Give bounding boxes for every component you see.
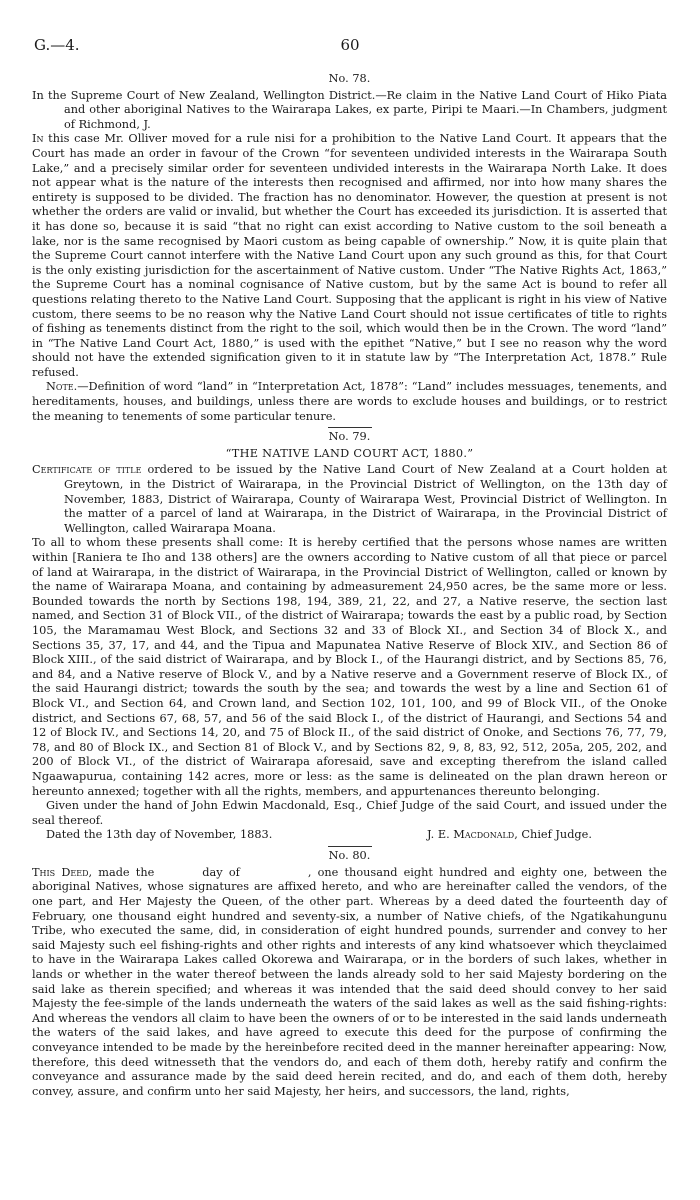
note-lead: Note.: [46, 380, 78, 394]
certificate-heading: [32, 463, 667, 536]
signatory-title: , Chief Judge.: [514, 828, 592, 842]
section-number: No. 79.: [328, 430, 371, 444]
deed-lead: This Deed: [32, 865, 89, 879]
certificate-lead: Certificate of title: [32, 463, 142, 477]
given-under-hand: Given under the hand of John Edwin Macdonald, Esq., Chief Judge of the said Court, and issued under the seal thereof.: [32, 799, 667, 827]
certificate-body: To all to whom these presents shall come: It is hereby certified that the persons whose names are written within [Raniera te Iho and 138 others] are the owners according to Native custom of all that piece or parcel of land at Wairarapa, in the district of Wairarapa, in the Provincial District of Wellington, called or known by the name of Wairarapa Moana, and containing by admeasurement 24,950 acres, be the same more or less. Bounded towards the north by Sections 198, 194, 389, 21, 22, and 27, a Native reserve, the section last named, and Section 31 of Block VII., of the district of Wairarapa; towards the east by a public road, by Section 105, the Maramamau West Block, and Sections 32 and 33 of Block XI., and Section 34 of Block X., and Sections 35, 37, 17, and 44, and the Tipua and Mapunatea Native Reserve of Block XIV., and Section 86 of Block XIII., of the said district of Wairarapa, and by Block I., of the Haurangi district, and by Sections 85, 76, and 84, and a Native reserve of Block V., and by a Native reserve and a Government reserve of Block IX., of the said Haurangi district; towards the south by the sea; and towards the west by a line and Section 61 of Block VI., and Section 64, and Crown land, and Section 102, 101, 100, and 99 of Block VII., of the Onoke district, and Sections 67, 68, 57, and 56 of the said Block I., of the district of Haurangi, and Sections 54 and 12 of Block IV., and Sections 14, 20, and 75 of Block II., of the said district of Onoke, and Sections 76, 77, 79, 78, and 80 of Block IX., and Section 81 of Block V., and by Sections 82, 9, 8, 83, 92, 512, 205a, 205, 202, and 200 of Block VI., of the district of Wairarapa aforesaid, save and excepting therefrom the island called Ngaawapurua, containing 142 acres, more or less: as the same is delineated on the plan drawn hereon or hereunto annexed; together with all the rights, members, and appurtenances thereunto belonging.: [32, 536, 667, 798]
judgment-body: this case Mr. Olliver moved for a rule nisi for a prohibition to the Native Land Court. It appears that the Court has made an order in favour of the Crown “for seventeen undivided interests in the Wairarapa South Lake,” and a precisely similar order for seventeen undivided interests in the Wairarapa North Lake. It does not appear what is the nature of the interests then recognised and affirmed, nor into how many shares the entirety is supposed to be divided. The fraction has no denominator. However, the question at present is not whether the orders are valid or invalid, but whether the Court has exceeded its jurisdiction. It is asserted that it has done so, because it is said “that no right can exist according to Native custom to the soil beneath a lake, nor is the same recognised by Maori custom as being capable of ownership.” Now, it is quite plain that the Supreme Court cannot interfere with the Native Land Court upon any such ground as this, for that Court is the only existing jurisdiction for the ascertainment of Native custom. Under “The Native Rights Act, 1863,” the Supreme Court has a nominal cognisance of Native custom, but by the same Act is bound to refer all questions relating thereto to the Native Land Court. Supposing that the applicant is right in his view of Native custom, there seems to be no reason why the Native Land Court should not issue certificates of title to rights of fishing as tenements distinct from the right to the soil, which would then be in the Crown. The word “land” in “The Native Land Court Act, 1880,” is used with the epithet “Native,” but I see no reason why the word should not have the extended signification given to it in statute law by “The Interpretation Act, 1878.” Rule refused.: [32, 132, 667, 379]
signature-line: [427, 828, 592, 843]
page-header: [34, 36, 666, 58]
section-no-79: [32, 430, 667, 843]
deed-part-2: day of: [202, 865, 240, 879]
section-divider: [328, 427, 372, 428]
judgment-text: [32, 132, 667, 380]
certificate-heading-text: ordered to be issued by the Native Land Court of New Zealand at a Court holden at Greytown, in the District of Wairarapa, in the Provincial District of Wellington, on the 13th day of November, 1883, District of Wairarapa, County of Wairarapa West, Provincial District of Wellington. In the matter of a parcel of land at Wairarapa, in the District of Wairarapa, in the Provincial District of Wellington, called Wairarapa Moana.: [64, 463, 667, 535]
document-body: [32, 72, 667, 1099]
note-body: —Definition of word “land” in “Interpretation Act, 1878”: “Land” includes messuages, tenements, and hereditaments, houses, and buildings, unless there are words to exclude houses and buildings, or to restrict the meaning to tenements of some particular tenure.: [32, 380, 667, 423]
section-number: No. 78.: [328, 72, 371, 85]
deed-part-1: , made the: [88, 865, 155, 879]
page-number: 60: [340, 36, 360, 54]
section-no-80: [32, 849, 667, 1099]
act-title: “THE NATIVE LAND COURT ACT, 1880.”: [225, 446, 474, 460]
signatory-name: J. E. Macdonald: [427, 828, 515, 842]
date-text: Dated the 13th day of November, 1883.: [46, 828, 273, 842]
section-divider: [328, 846, 372, 847]
section-no-78: [32, 72, 667, 424]
deed-part-3: , one thousand eight hundred and eighty one, between the aboriginal Natives, whose signatures are affixed hereto, and who are hereinafter called the vendors, of the one part, and Her Majesty the Queen, of the other part. Whereas by a deed dated the fourteenth day of February, one thousand eight hundred and seventy-six, a number of Native chiefs, of the Ngatikahungunu Tribe, who executed the same, did, in consideration of eight hundred pounds, surrender and convey to her said Majesty such eel fishing-rights and other rights and interests of any kind whatsoever which theyclaimed to have in the Wairarapa Lakes called Okorewa and Wairarapa, or in the borders of such lakes, whether in lands or whether in the water thereof between the lands already sold to her said Majesty bordering on the said lake as therein specified; and whereas it was intended that the said deed should convey to her said Majesty the fee-simple of the lands underneath the waters of the said lakes as well as the said fishing-rights: And whereas the vendors all claim to have been the owners of or to be interested in the said lands underneath the waters of the said lakes, and have agreed to execute this deed for the purpose of confirming the conveyance intended to be made by the hereinbefore recited deed in the manner hereinafter appearing: Now, therefore, this deed witnesseth that the vendors do, and each of them doth, hereby ratify and confirm the conveyance and assurance made by the said deed herein recited, and do, and each of them doth, hereby convey, assure, and confirm unto her said Majesty, her heirs, and successors, the land, rights,: [32, 865, 667, 1098]
judgment-lead: In: [32, 132, 44, 146]
section-number: No. 80.: [328, 849, 371, 863]
note-paragraph: [32, 380, 667, 424]
document-reference: G.—4.: [34, 36, 80, 54]
dated-line: [32, 828, 667, 843]
case-title: In the Supreme Court of New Zealand, Wellington District.—Re claim in the Native Land Court of Hiko Piata and other aboriginal Natives to the Wairarapa Lakes, ex parte, Piripi te Maari.—In Chambers, judgment of Richmond, J.: [32, 88, 667, 131]
deed-text: [32, 866, 667, 1100]
